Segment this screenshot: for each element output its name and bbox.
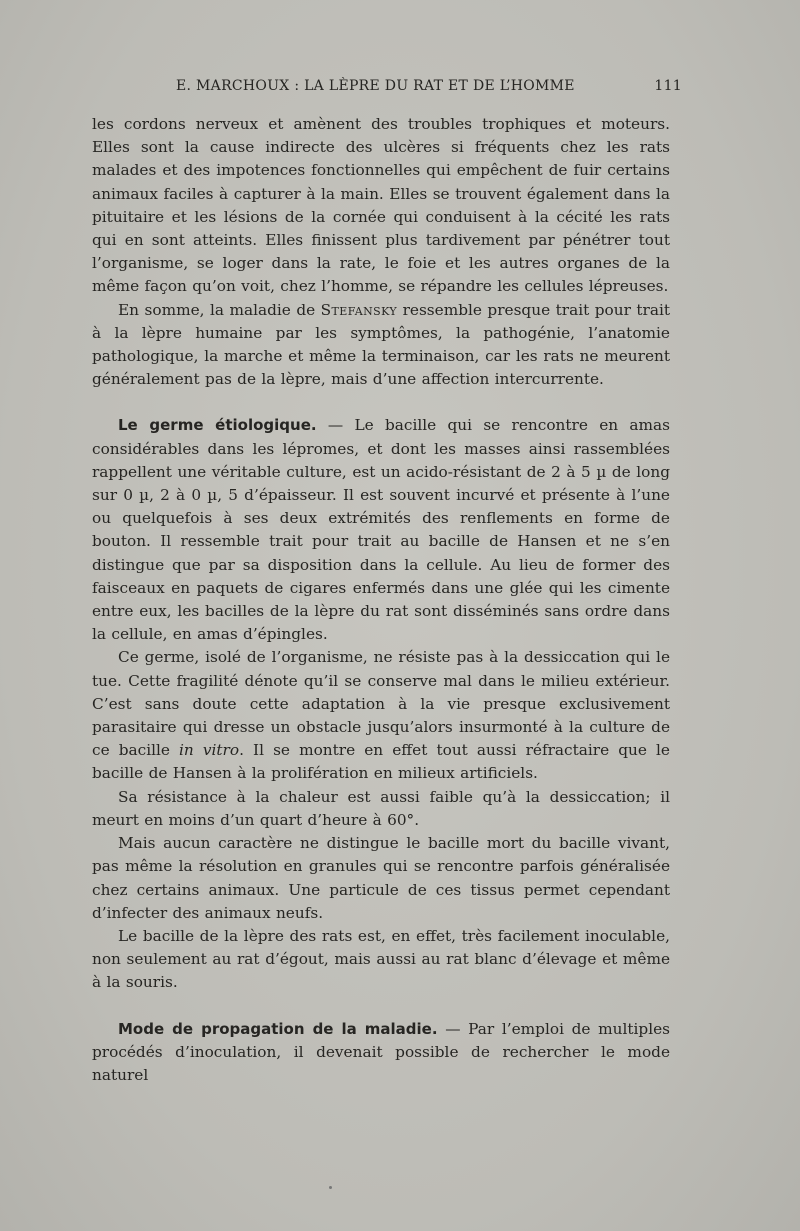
running-head: E. MARCHOUX : LA LÈPRE DU RAT ET DE L’HOMME <box>176 78 575 94</box>
section-heading: Le germe étiologique. <box>118 416 317 435</box>
paragraph: Sa résistance à la chaleur est aussi faible qu’à la dessiccation; il meurt en moins d’un quart d’heure à 60°. <box>92 787 670 829</box>
section-heading: Mode de propagation de la maladie. <box>118 1019 438 1038</box>
text-run: ressemble presque trait pour trait à la lèpre humaine par les symptômes, la pathogénie, l’anatomie pathologique, la marche et même la terminaison, car les rats ne meurent généralement pas de la lèpre, mais d’une affection intercurrente. <box>92 300 670 389</box>
paragraph <box>92 299 670 392</box>
author-name: Stefansky <box>320 300 398 319</box>
page-header <box>92 78 682 100</box>
text-run: En somme, la maladie de <box>118 300 321 319</box>
paragraph: Mais aucun caractère ne distingue le bacille mort du bacille vivant, pas même la résolution en granules qui se rencontre parfois généralisée chez certains animaux. Une particule de ces tissus permet cependant d’infecter des animaux neufs. <box>92 834 670 922</box>
text-run: — Par l’emploi de multiples procédés d’inoculation, il devenait possible de rechercher le mode naturel <box>92 1019 670 1084</box>
section-paragraph <box>92 414 670 646</box>
text-run: — Le bacille qui se rencontre en amas considérables dans les lépromes, et dont les masses ainsi rassemblées rappellent une véritable culture, est un acido-résistant de 2 à 5 µ de long sur 0 µ, 2 à 0 µ, 5 d’épaisseur. Il est souvent incurvé et présente à l’une ou quelquefois à ses deux extrémités des renflements en forme de bouton. Il ressemble trait pour trait au bacille de Hansen et ne s’en distingue que par sa disposition dans la cellule. Au lieu de former des faisceaux en paquets de cigares enfermés dans une glée qui les cimente entre eux, les bacilles de la lèpre du rat sont disséminés sans ordre dans la cellule, en amas d’épingles. <box>92 416 670 644</box>
paragraph <box>92 646 670 785</box>
text-run: Ce germe, isolé de l’organisme, ne résiste pas à la dessiccation qui le tue. Cette fragilité dénote qu’il se conserve mal dans le milieu extérieur. C’est sans doute cette adaptation à la vie presque exclusivement parasitaire qui dresse un obstacle jusqu’alors insurmonté à la culture de ce bacille <box>92 648 670 760</box>
italic-term: in vitro <box>179 741 240 760</box>
section-paragraph <box>92 1018 670 1088</box>
paragraph: les cordons nerveux et amènent des troubles trophiques et moteurs. Elles sont la cause indirecte des ulcères si fréquents chez les rats malades et des impotences fonctionnelles qui empêchent de fuir certains animaux faciles à capturer à la main. Elles se trouvent également dans la pituitaire et les lésions de la cornée qui conduisent à la cécité les rats qui en sont atteints. Elles finissent plus tardivement par pénétrer tout l’organisme, se loger dans la rate, le foie et les autres organes de la même façon qu’on voit, chez l’homme, se répandre les cellules lépreuses. <box>92 115 670 296</box>
body-text <box>92 113 670 1087</box>
paragraph: Le bacille de la lèpre des rats est, en effet, très facilement inoculable, non seulement au rat d’égout, mais aussi au rat blanc d’élevage et même à la souris. <box>92 926 670 992</box>
paper-speck <box>329 1186 332 1189</box>
page-number: 111 <box>654 78 682 94</box>
text-run: . Il se montre en effet tout aussi réfractaire que le bacille de Hansen à la prolifération en milieux artificiels. <box>92 741 670 783</box>
